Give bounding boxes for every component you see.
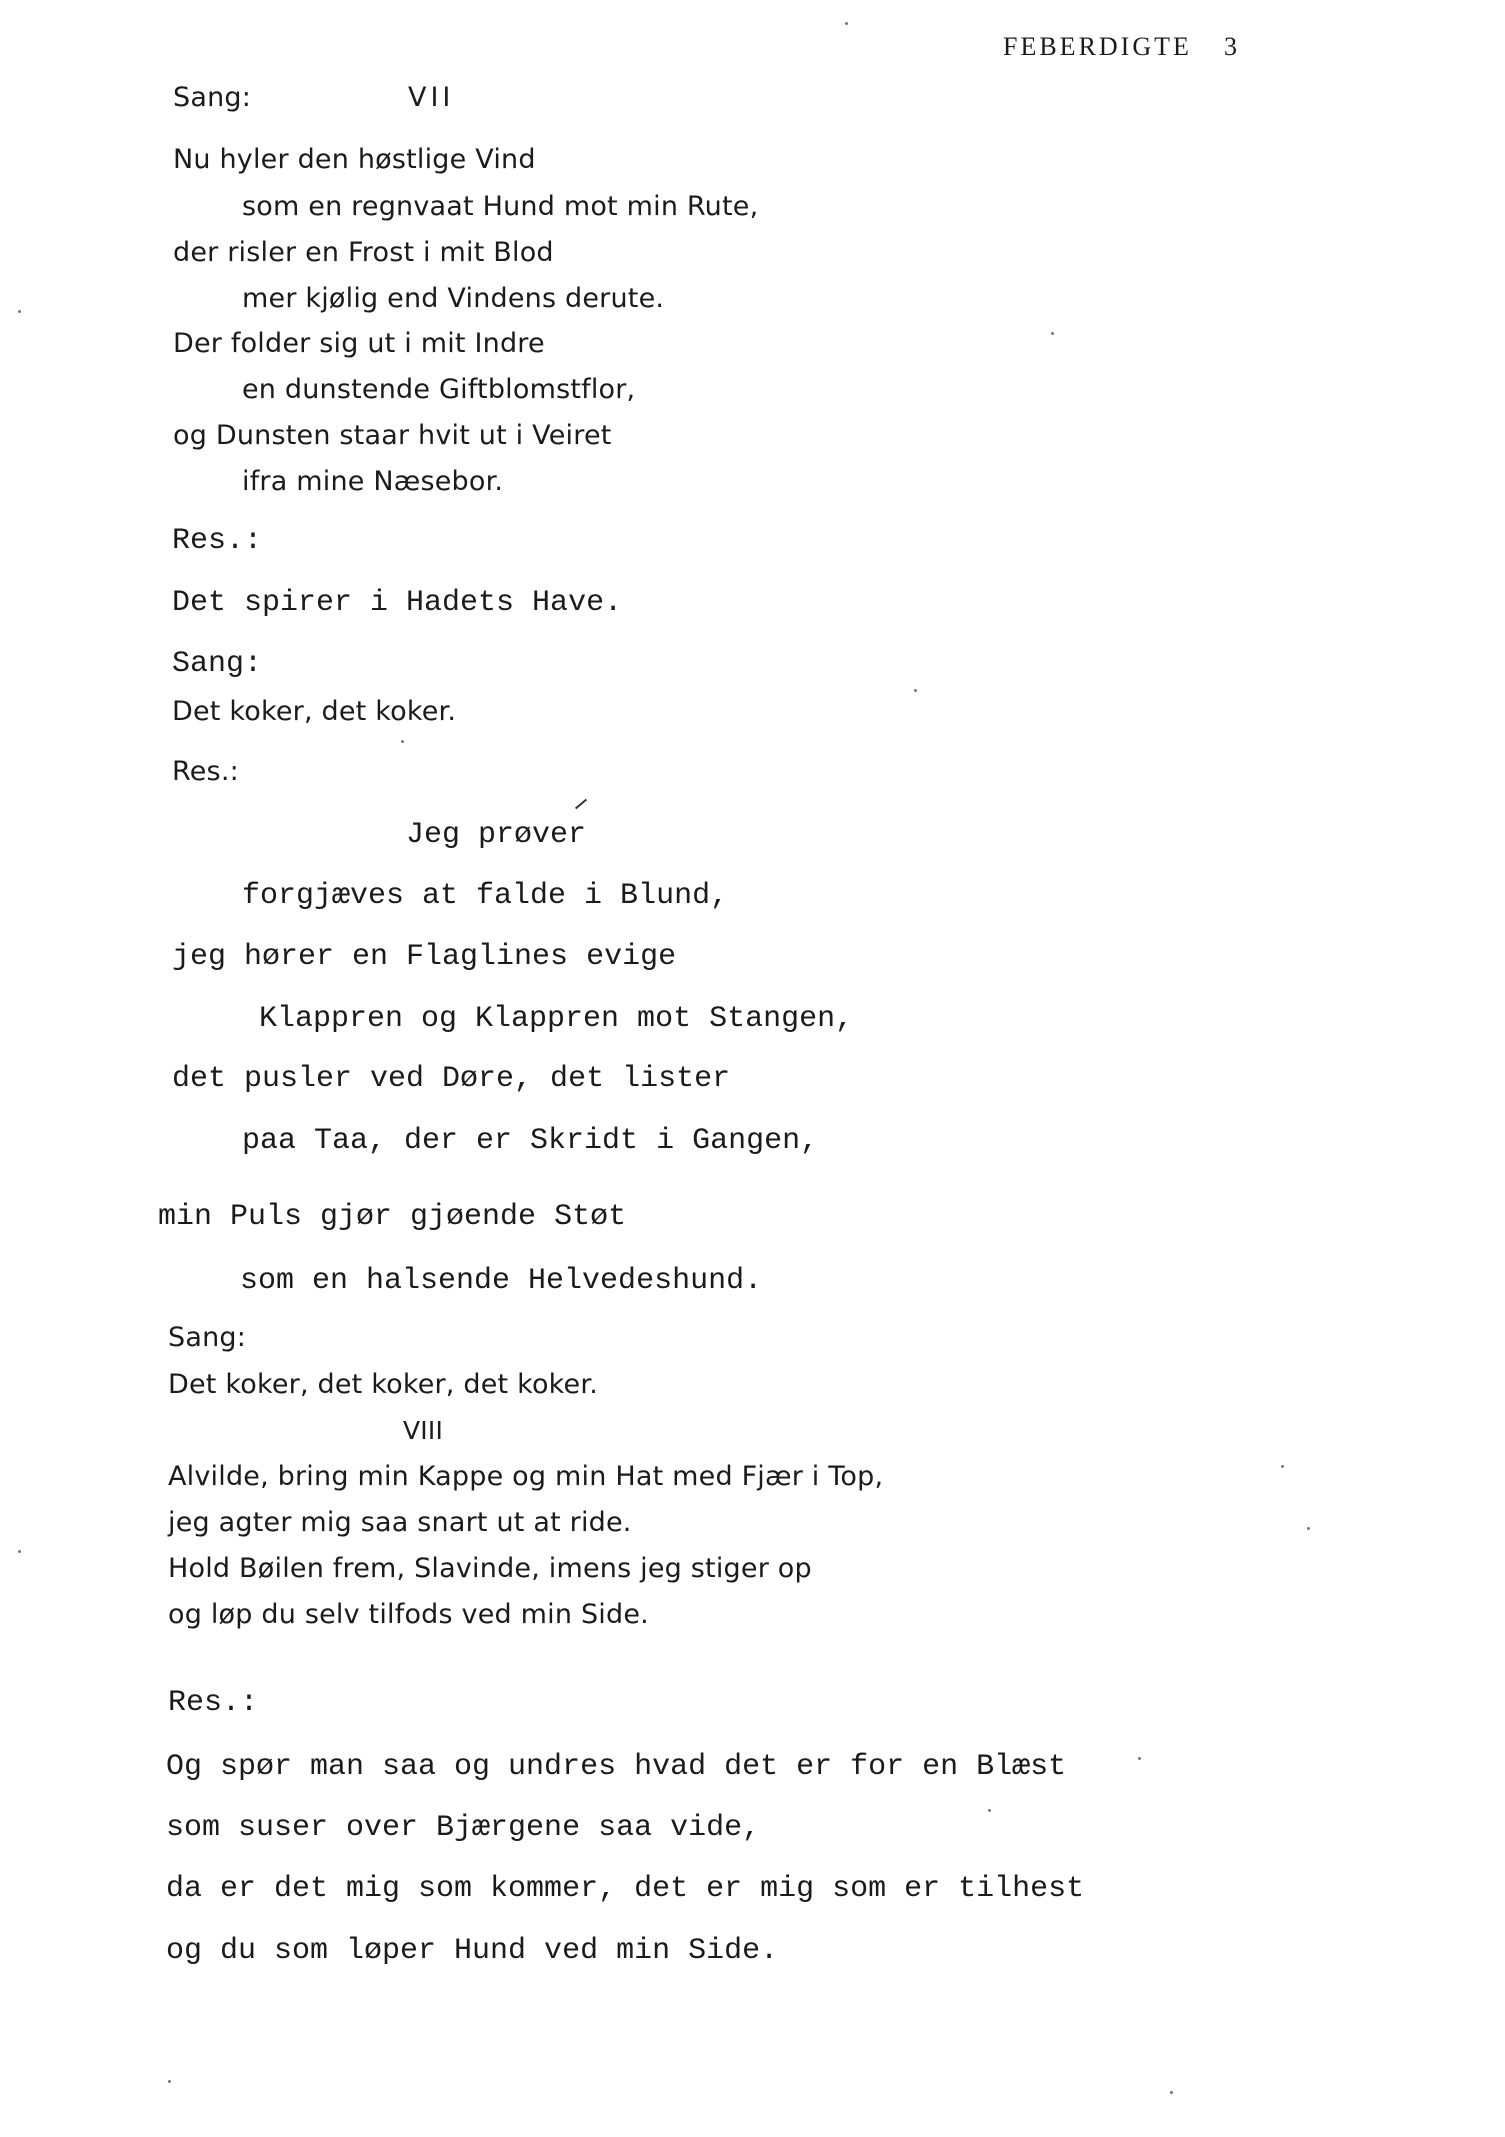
speaker-label: Res.: bbox=[168, 1686, 259, 1720]
speaker-label: Res.: bbox=[172, 524, 263, 558]
scan-speck bbox=[845, 22, 848, 25]
verse-line: forgjæves at falde i Blund, bbox=[242, 879, 729, 913]
scan-speck bbox=[1051, 332, 1054, 335]
verse-line: som en regnvaat Hund mot min Rute, bbox=[242, 191, 759, 222]
verse-line: Nu hyler den høstlige Vind bbox=[173, 144, 536, 175]
scan-speck bbox=[168, 2080, 171, 2083]
section-numeral: VII bbox=[408, 82, 455, 113]
scan-speck bbox=[988, 1809, 991, 1812]
verse-line: Og spør man saa og undres hvad det er for en Blæst bbox=[166, 1750, 1067, 1784]
verse-line: som suser over Bjærgene saa vide, bbox=[166, 1811, 761, 1845]
verse-line: da er det mig som kommer, det er mig som er tilhest bbox=[166, 1872, 1085, 1906]
verse-line: jeg agter mig saa snart ut at ride. bbox=[168, 1507, 632, 1538]
scan-speck bbox=[914, 689, 917, 692]
scan-speck bbox=[401, 740, 404, 743]
verse-line: Det spirer i Hadets Have. bbox=[172, 586, 623, 620]
stray-mark bbox=[575, 799, 587, 810]
verse-line: paa Taa, der er Skridt i Gangen, bbox=[242, 1124, 819, 1158]
verse-line: der risler en Frost i mit Blod bbox=[173, 237, 554, 268]
speaker-label: Sang: bbox=[173, 82, 252, 113]
section-numeral: VIII bbox=[403, 1416, 444, 1445]
verse-line: som en halsende Helvedeshund. bbox=[240, 1264, 763, 1298]
verse-line: og du som løper Hund ved min Side. bbox=[166, 1934, 779, 1968]
verse-line: Det koker, det koker. bbox=[172, 696, 457, 727]
verse-line: Klappren og Klappren mot Stangen, bbox=[259, 1002, 854, 1036]
verse-line: det pusler ved Døre, det lister bbox=[172, 1062, 731, 1096]
verse-line: Det koker, det koker, det koker. bbox=[168, 1369, 598, 1400]
scan-speck bbox=[1281, 1465, 1284, 1468]
verse-line: og Dunsten staar hvit ut i Veiret bbox=[173, 420, 612, 451]
speaker-label: Sang: bbox=[172, 647, 263, 681]
verse-line: ifra mine Næsebor. bbox=[242, 466, 504, 497]
verse-line: Der folder sig ut i mit Indre bbox=[173, 328, 545, 359]
scan-speck bbox=[18, 1550, 21, 1553]
verse-line: Alvilde, bring min Kappe og min Hat med Fjær i Top, bbox=[168, 1461, 884, 1492]
speaker-label: Res.: bbox=[172, 756, 239, 787]
verse-line: mer kjølig end Vindens derute. bbox=[242, 283, 665, 314]
scan-speck bbox=[1138, 1757, 1141, 1760]
verse-line: jeg hører en Flaglines evige bbox=[172, 940, 677, 974]
verse-line: Hold Bøilen frem, Slavinde, imens jeg stiger op bbox=[168, 1553, 812, 1584]
speaker-label: Sang: bbox=[168, 1322, 247, 1353]
verse-line: min Puls gjør gjøende Støt bbox=[158, 1200, 627, 1234]
scan-speck bbox=[1170, 2091, 1173, 2094]
scan-speck bbox=[18, 310, 21, 313]
running-header-title: FEBERDIGTE bbox=[1003, 32, 1192, 61]
page-number: 3 bbox=[1224, 32, 1240, 61]
scan-speck bbox=[1307, 1527, 1310, 1530]
verse-line: Jeg prøver bbox=[406, 818, 587, 852]
verse-line: en dunstende Giftblomstflor, bbox=[242, 374, 636, 405]
verse-line: og løp du selv tilfods ved min Side. bbox=[168, 1599, 649, 1630]
